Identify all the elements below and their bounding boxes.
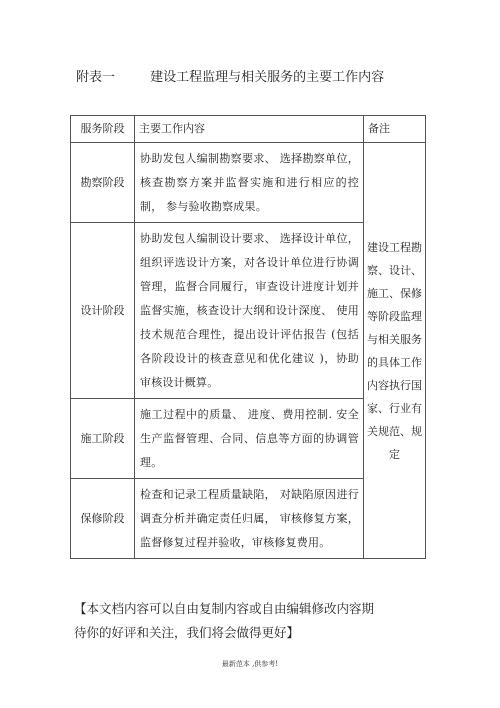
footer-note: 【本文档内容可以自由复制内容或自由编辑修改内容期待你的好评和关注，我们将会做得更好】 [74, 601, 375, 640]
stage-cell: 施工阶段 [71, 399, 135, 479]
table-row [71, 143, 426, 223]
content-cell: 施工过程中的质量、 进度、费用控制. 安全生产监督管理、合同、信息等方面的协调管理。 [135, 399, 364, 479]
header-content: 主要工作内容 [135, 116, 364, 143]
content-cell: 协助发包人编制勘察要求、 选择勘察单位， 核查勘察方案并监督实施和进行相应的控制， 参与验收勘察成果。 [135, 143, 364, 223]
bottom-caption: 最新范本 ,供参考! [221, 660, 279, 668]
work-content-table [70, 115, 426, 559]
title-prefix: 附表一 [76, 70, 116, 85]
header-stage: 服务阶段 [71, 116, 135, 143]
header-remark: 备注 [364, 116, 426, 143]
stage-cell: 设计阶段 [71, 223, 135, 399]
content-cell: 检查和记录工程质量缺陷， 对缺陷原因进行调查分析并确定责任归属， 审核修复方案，监督修复过程并验收，审核修复费用。 [135, 479, 364, 559]
document-title [76, 66, 384, 85]
table-header-row [71, 116, 426, 143]
remark-cell: 建设工程勘察、设计、施工、保修等阶段监理与相关服务的具体工作内容执行国家、行业有关规范、规定 [364, 143, 426, 559]
stage-cell: 保修阶段 [71, 479, 135, 559]
title-text: 建设工程监理与相关服务的主要工作内容 [150, 70, 385, 85]
stage-cell: 勘察阶段 [71, 143, 135, 223]
content-cell: 协助发包人编制设计要求、 选择设计单位， 组织评选设计方案，对各设计单位进行协调管理，监督合同履行，审查设计进度计划并监督实施，核查设计大纲和设计深度、 使用技术规范合理性，提出设计评估报告 (包括各阶段设计的核查意见和优化建议 )，协助审核设计概算。 [135, 223, 364, 399]
